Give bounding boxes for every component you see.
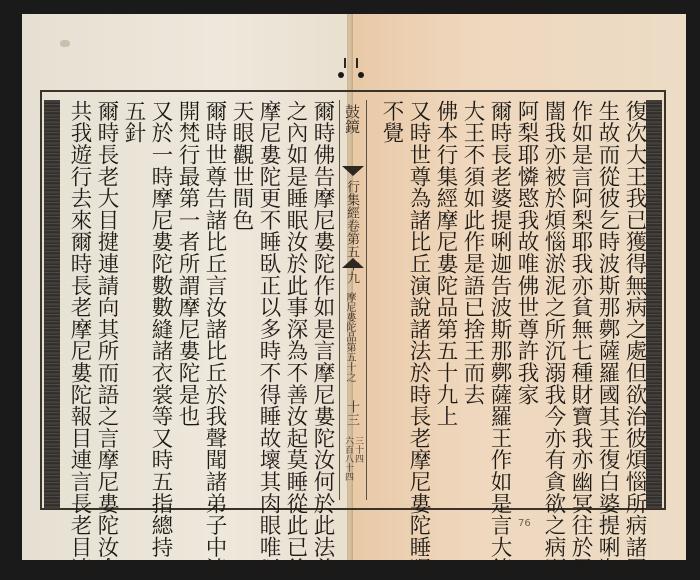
text-column: 又於一時摩尼婁陀數數縫諸衣裳等又時五指總持 [148, 100, 173, 558]
archive-number: 76 [518, 518, 531, 529]
center-chapter: 摩尼婁陀品第五十之 [344, 292, 355, 382]
fish-tail-top [342, 166, 364, 176]
binding-hole [338, 72, 344, 78]
text-column: 闇我亦被於煩惱淤泥之所沉溺我今亦有貪欲之病願 [541, 100, 566, 580]
center-title: 鼓鏡 [343, 104, 361, 134]
center-carver: 六百八十四 [343, 436, 353, 481]
text-column: 又時世尊為諸比丘演說諸法於時長老摩尼婁陀睡眠 [406, 100, 431, 580]
text-column: 開梵行最第一者所謂摩尼婁陀是也 [175, 100, 200, 427]
text-column: 不覺 [379, 100, 404, 144]
text-column: 阿梨耶憐愍我故唯佛世尊許我家 [514, 100, 539, 406]
text-column: 作如是言阿梨耶我亦貧無七種財寶我亦幽冥往於黑 [568, 100, 593, 580]
text-column: 爾時長老大目揵連請向其所而語之言摩尼婁陀汝今 [94, 100, 119, 580]
text-column: 大王不須如此作是語已捨王而去 [460, 100, 485, 406]
stain [60, 40, 70, 47]
text-column: 爾時佛告摩尼婁陀作如是言摩尼婁陀汝何於此法義 [310, 100, 335, 580]
binding-tick [356, 58, 358, 68]
text-column: 爾時世尊告諸比丘言汝諸比丘於我聲聞諸弟子中清 [202, 100, 227, 580]
text-column: 之內如是睡眠汝於此事深為不善汝起莫睡從此已後 [283, 100, 308, 580]
right-border-strip [646, 100, 662, 510]
left-border-strip [44, 100, 60, 510]
text-column: 復次大王我已獲得無病之處但欲治彼煩惱所病諸眾 [622, 100, 647, 580]
text-column: 佛本行集經摩尼婁陀品第五十九上 [433, 100, 458, 427]
text-column: 生故而從彼乞時波斯那鄸薩羅國其王復白婆提唎迦 [595, 100, 620, 580]
text-column: 共我遊行去來爾時長老摩尼婁陀報目連言長老目連 [67, 100, 92, 580]
binding-tick [344, 58, 346, 68]
center-volume: 行集經卷第五十九 [344, 180, 359, 284]
text-column: 摩尼婁陀更不睡臥正以多時不得睡故壞其肉眼唯以 [256, 100, 281, 580]
text-column: 爾時長老婆提唎迦告波斯那鄸薩羅王作如是言大德 [487, 100, 512, 580]
center-folio: 十三 [344, 400, 359, 426]
text-column: 五針 [121, 100, 146, 144]
binding-hole [358, 72, 364, 78]
center-folio-sub: 三十四 [353, 436, 363, 463]
text-column: 天眼觀世間色 [229, 100, 254, 231]
